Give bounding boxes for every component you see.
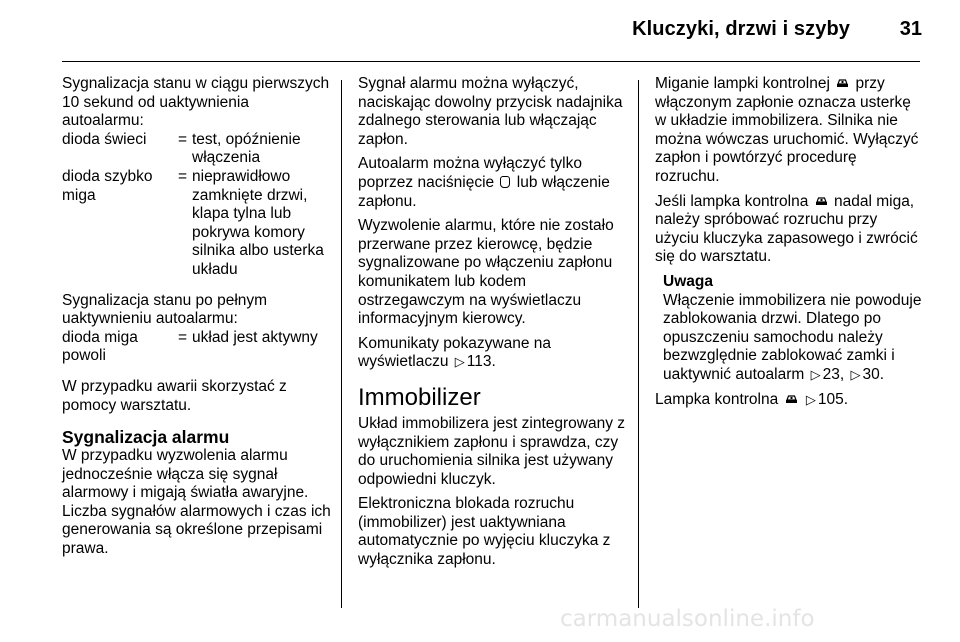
paragraph — [655, 193, 923, 267]
key-fob-icon — [500, 176, 510, 188]
watermark: carmanualsonline.info — [560, 606, 815, 632]
page-reference[interactable]: 23, — [822, 365, 845, 383]
definition-desc: nieprawidłowo zamknięte drzwi, klapa tylna lub pokrywa komory silnika albo usterka układu — [192, 167, 324, 278]
paragraph-text: Miganie lampki kontrolnej — [655, 75, 830, 92]
page-reference[interactable]: 105. — [817, 390, 849, 408]
paragraph-text: Komunikaty pokazywane na wyświetlaczu — [358, 334, 552, 371]
paragraph-text: Lampka kontrolna — [655, 390, 779, 408]
column-divider-1 — [341, 80, 342, 608]
paragraph — [358, 155, 628, 211]
page-reference-arrow-icon: ▷ — [810, 366, 821, 382]
page-reference[interactable]: 30. — [862, 365, 885, 383]
paragraph: W przypadku awarii skorzystać z pomocy warsztatu. — [62, 377, 287, 414]
note-box — [663, 273, 923, 385]
page-reference[interactable]: 113. — [466, 353, 496, 371]
paragraph: Elektroniczna blokada rozruchu (immobilizer) jest uaktywniana automatycznie po wyjęciu kluczyka z wyłącznika zapłonu. — [358, 495, 611, 569]
definition-list — [62, 131, 332, 280]
header-rule — [62, 61, 920, 62]
section-heading: Immobilizer — [358, 383, 481, 411]
definition-row — [62, 131, 332, 168]
paragraph-text: Jeśli lampka kontrolna — [655, 192, 809, 210]
definition-term: dioda świeci — [62, 130, 147, 148]
paragraph-text: przy włączonym zapłonie oznacza usterkę w układzie immobilizera. Silnika nie można wówczas uruchomić. Wyłączyć zapłon i powtórzyć procedurę rozruchu. — [655, 75, 919, 185]
note-title: Uwaga — [663, 272, 713, 290]
paragraph: Sygnalizacja stanu w ciągu pierwszych 10 sekund od uaktywnienia autoalarmu: — [62, 75, 330, 130]
paragraph-text: Autoalarm można wyłączyć tylko poprzez naciśnięcie — [358, 155, 582, 191]
immobilizer-car-icon — [815, 196, 828, 207]
definition-row — [62, 168, 332, 280]
paragraph-text: nadal miga, należy spróbować rozruchu przy użyciu kluczyka zapasowego i zwrócić się do warsztatu. — [655, 192, 918, 266]
paragraph: W przypadku wyzwolenia alarmu jednocześnie włącza się sygnał alarmowy i migają światła awaryjne. Liczba sygnałów alarmowych i czas ich generowania są określone przepisami prawa. — [62, 447, 331, 558]
note-text — [663, 292, 923, 385]
paragraph-text: lub włączenie zapłonu. — [358, 173, 610, 210]
note-body: Włączenie immobilizera nie powoduje zablokowania drzwi. Dlatego po opuszczeniu samochodu należy bezwzględnie zablokować zamki i uaktywnić autoalarm — [663, 291, 922, 383]
paragraph — [655, 75, 923, 187]
paragraph: Wyzwolenie alarmu, które nie zostało przerwane przez kierowcę, będzie sygnalizowane po włączeniu zapłonu komunikatem lub kodem ostrzegawczym na wyświetlaczu informacyjnym kierowcy. — [358, 217, 614, 328]
page-reference-arrow-icon: ▷ — [850, 366, 861, 382]
equals-sign: = — [178, 167, 188, 185]
section-heading: Sygnalizacja alarmu — [62, 427, 230, 448]
equals-sign: = — [178, 130, 188, 148]
page-reference-arrow-icon: ▷ — [805, 391, 816, 407]
definition-desc: test, opóźnienie włączenia — [192, 130, 301, 167]
equals-sign: = — [178, 328, 188, 346]
paragraph: Układ immobilizera jest zintegrowany z wyłącznikiem zapłonu i sprawdza, czy do uruchomienia silnika jest używany odpowiedni kluczyk. — [358, 414, 626, 488]
definition-row — [62, 329, 332, 366]
page-header-title: Kluczyki, drzwi i szyby — [632, 18, 850, 40]
column-3 — [655, 75, 923, 415]
immobilizer-car-icon — [836, 78, 849, 89]
page-number: 31 — [899, 18, 922, 40]
paragraph — [358, 335, 628, 372]
paragraph: Sygnalizacja stanu po pełnym uaktywnieniu autoalarmu: — [62, 291, 268, 328]
definition-term: dioda szybko miga — [62, 167, 153, 204]
column-1 — [62, 75, 332, 565]
column-2 — [358, 75, 628, 576]
definition-term: dioda miga powoli — [62, 328, 138, 365]
paragraph: Sygnał alarmu można wyłączyć, naciskając dowolny przycisk nadajnika zdalnego sterowania lub włączając zapłon. — [358, 75, 623, 148]
paragraph — [655, 391, 923, 410]
column-divider-2 — [638, 80, 639, 608]
page-reference-arrow-icon: ▷ — [454, 354, 465, 370]
definition-desc: układ jest aktywny — [192, 328, 318, 346]
immobilizer-car-icon — [785, 394, 798, 405]
